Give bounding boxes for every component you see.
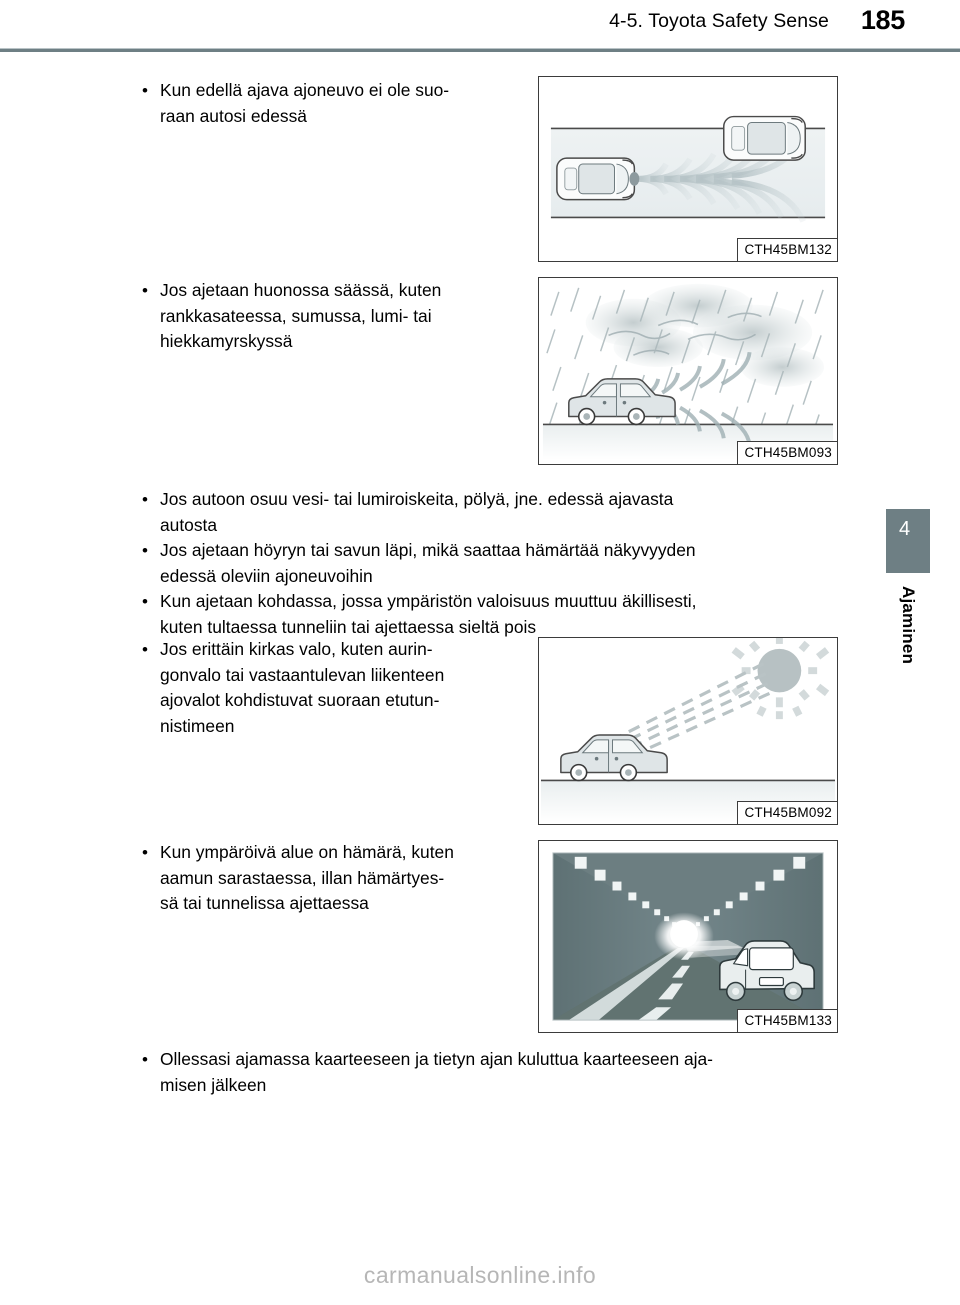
chapter-tab [886,509,930,573]
list-item [140,840,520,917]
text-line: Jos erittäin kirkas valo, kuten aurin- [160,639,433,659]
list-item [140,589,852,640]
figure-tunnel-exit [538,840,838,1033]
text-line: edessä oleviin ajoneuvoihin [160,565,373,586]
bullet-glyph: • [142,281,148,300]
figure-code: CTH45BM093 [737,441,838,466]
text-line: Jos ajetaan huonossa säässä, kuten [160,280,442,300]
list-item [140,637,520,739]
text-line: nistimeen [160,715,235,736]
bullet-glyph: • [142,843,148,862]
figure-bright-sunlight [538,637,838,825]
bullet-block-2 [140,278,520,355]
page-header [0,0,960,50]
bullet-glyph: • [142,81,148,100]
bullet-glyph: • [142,592,148,611]
bullet-block-1 [140,78,520,129]
bullet-block-8 [140,1047,852,1098]
header-divider-rule [0,48,960,52]
bullet-glyph: • [142,640,148,659]
list-item [140,278,520,355]
list-item [140,1047,852,1098]
list-item [140,487,852,538]
text-line: raan autosi edessä [160,105,307,126]
chapter-label-text: Ajaminen [899,586,918,665]
text-line: ajovalot kohdistuvat suoraan etutun- [160,690,440,710]
text-line: Jos ajetaan höyryn tai savun läpi, mikä saattaa hämärtää näkyvyyden [160,540,696,560]
figure-code: CTH45BM133 [737,1009,838,1034]
text-line: misen jälkeen [160,1074,267,1095]
bad-weather-illustration [539,278,837,464]
bright-sunlight-illustration [539,638,837,824]
site-watermark: carmanualsonline.info [363,1262,597,1288]
header-section-title: 4-5. Toyota Safety Sense [609,10,829,32]
lead-car-top-view [724,117,805,161]
text-line: Ollessasi ajamassa kaarteeseen ja tietyn ajan kuluttua kaarteeseen aja- [160,1049,713,1069]
figure-code: CTH45BM092 [737,801,838,826]
figure-code: CTH45BM132 [737,238,838,263]
text-line: Jos autoon osuu vesi- tai lumiroiskeita, pölyä, jne. edessä ajavasta [160,489,674,509]
bullet-glyph: • [142,541,148,560]
bullet-block-6 [140,637,520,739]
figure-radar-two-cars [538,76,838,262]
text-line: kuten tultaessa tunneliin tai ajettaessa sieltä pois [160,616,537,637]
text-line: Kun ympäröivä alue on hämärä, kuten [160,842,454,862]
radar-two-cars-illustration [539,77,837,261]
text-line: rankkasateessa, sumussa, lumi- tai [160,305,432,326]
bullet-glyph: • [142,490,148,509]
chapter-number: 4 [899,518,911,540]
text-line: sä tai tunnelissa ajettaessa [160,893,369,913]
page-number: 185 [860,5,905,35]
text-line: gonvalo tai vastaantulevan liikenteen [160,664,445,685]
tunnel-exit-illustration [539,841,837,1032]
chapter-label [886,586,930,726]
text-line: hiekkamyrskyssä [160,331,293,351]
bullet-glyph: • [142,1050,148,1069]
text-line: Kun edellä ajava ajoneuvo ei ole suo- [160,80,450,100]
bullet-block-7 [140,840,520,917]
text-line: autosta [160,514,218,535]
list-item [140,78,520,129]
text-line: aamun sarastaessa, illan hämärtyes- [160,867,445,888]
text-line: Kun ajetaan kohdassa, jossa ympäristön valoisuus muuttuu äkillisesti, [160,591,697,611]
ego-car-top-view [557,158,639,200]
list-item [140,538,852,589]
figure-bad-weather-rain [538,277,838,465]
bullet-block-3 [140,487,852,640]
